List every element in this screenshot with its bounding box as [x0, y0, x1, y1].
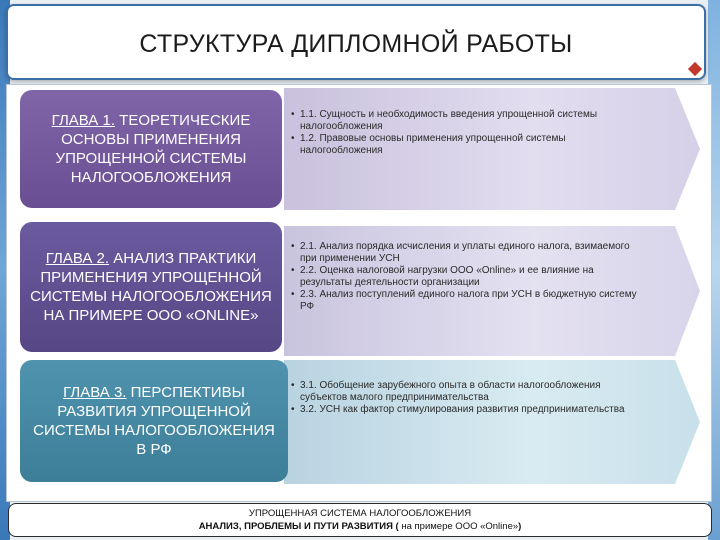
footer-line-2 — [9, 520, 711, 533]
chapter-1-sections — [290, 109, 640, 157]
chapter-3-title: ПЕРСПЕКТИВЫ РАЗВИТИЯ УПРОЩЕННОЙ СИСТЕМЫ НАЛОГООБЛОЖЕНИЯ В РФ — [33, 384, 275, 458]
diamond-marker-icon — [688, 62, 702, 76]
footer-caption — [8, 503, 712, 537]
section-2-1: • 2.1. Анализ порядка исчисления и уплаты единого налога, взимаемого при применении УСН — [290, 241, 645, 265]
section-3-2: • 3.2. УСН как фактор стимулирования развития предпринимательства — [290, 404, 645, 416]
section-3-1: • 3.1. Обобщение зарубежного опыта в области налогообложения субъектов малого предпринимательства — [290, 380, 645, 404]
chapter-2-number: ГЛАВА 2. — [45, 250, 110, 267]
footer-line-2-main: АНАЛИЗ, ПРОБЛЕМЫ И ПУТИ РАЗВИТИЯ ( — [198, 521, 399, 532]
section-1-2: • 1.2. Правовые основы применения упрощенной системы налогообложения — [290, 133, 640, 157]
chapter-3-arrow — [284, 360, 700, 484]
section-1-1: • 1.1. Сущность и необходимость введения упрощенной системы налогообложения — [290, 109, 640, 133]
chapter-3-sections — [290, 380, 645, 416]
chapter-2-title: АНАЛИЗ ПРАКТИКИ ПРИМЕНЕНИЯ УПРОЩЕННОЙ СИСТЕМЫ НАЛОГООБЛОЖЕНИЯ НА ПРИМЕРЕ ООО «ONLINE» — [30, 250, 272, 324]
chapter-2-sections — [290, 241, 645, 313]
title-banner — [6, 4, 706, 80]
chapter-3-box — [20, 360, 288, 482]
chapter-2-box — [20, 222, 282, 352]
page-title: СТРУКТУРА ДИПЛОМНОЙ РАБОТЫ — [139, 30, 573, 58]
footer-line-2-end: ) — [518, 521, 522, 532]
chapter-1-box — [20, 90, 282, 208]
footer-line-2-sub: на примере ООО «Online» — [398, 521, 519, 532]
chapter-3-number: ГЛАВА 3. — [63, 384, 127, 401]
footer-line-1: УПРОЩЕННАЯ СИСТЕМА НАЛОГООБЛОЖЕНИЯ — [248, 508, 472, 519]
chapter-1-title: ТЕОРЕТИЧЕСКИЕ ОСНОВЫ ПРИМЕНЕНИЯ УПРОЩЕННОЙ СИСТЕМЫ НАЛОГООБЛОЖЕНИЯ — [55, 112, 251, 186]
section-2-2: • 2.2. Оценка налоговой нагрузки ООО «Online» и ее влияние на результаты деятельности организации — [290, 265, 645, 289]
section-2-3: • 2.3. Анализ поступлений единого налога при УСН в бюджетную систему РФ — [290, 289, 645, 313]
chapter-1-number: ГЛАВА 1. — [51, 112, 115, 129]
